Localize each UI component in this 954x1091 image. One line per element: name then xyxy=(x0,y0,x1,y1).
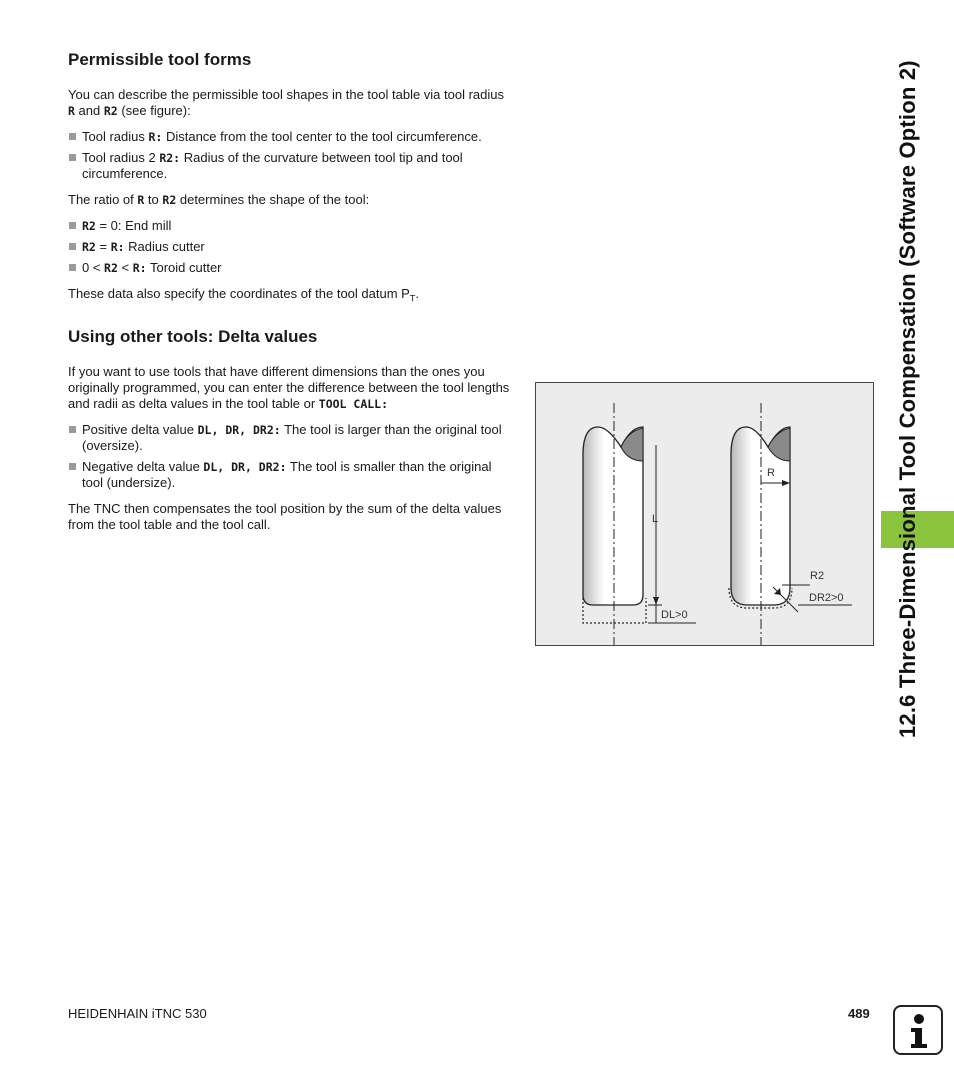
label-r2: R2 xyxy=(810,570,825,582)
label-dl: DL>0 xyxy=(661,609,688,621)
delta-closing: The TNC then compensates the tool position by the sum of the delta values from the tool table and the tool call. xyxy=(68,500,502,532)
tool-shape-list xyxy=(68,218,510,276)
section-title-delta-values: Using other tools: Delta values xyxy=(68,326,318,346)
list-item: Tool radius R: Distance from the tool center to the tool circumference. xyxy=(68,129,510,145)
label-r: R xyxy=(767,467,775,479)
list-item: R2 = 0: End mill xyxy=(68,218,510,234)
datum-text: These data also specify the coordinates of the tool datum $P_T$. xyxy=(68,286,419,304)
delta-values-figure xyxy=(535,382,874,646)
delta-intro: If you want to use tools that have different dimensions than the ones you originally programmed, you can enter the difference between the tool lengths and radii as delta values in the tool table or TOOL CALL: xyxy=(68,363,510,411)
tool-forms-intro: You can describe the permissible tool shapes in the tool table via tool radius R and R2 (see figure): xyxy=(68,87,505,118)
main-content xyxy=(68,50,510,543)
delta-list xyxy=(68,422,510,491)
footer-product: HEIDENHAIN iTNC 530 xyxy=(68,1006,207,1021)
section-title-tool-forms: Permissible tool forms xyxy=(68,50,252,69)
ratio-text: The ratio of R to R2 determines the shape of the tool: xyxy=(68,192,370,207)
label-dr2: DR2>0 xyxy=(809,592,844,604)
label-l: L xyxy=(652,513,659,525)
tool-diagram xyxy=(536,383,873,645)
page-number: 489 xyxy=(848,1006,870,1021)
info-icon xyxy=(893,1005,943,1055)
chapter-title: 12.6 Three-Dimensional Tool Compensation (Software Option 2) xyxy=(895,60,920,738)
list-item: R2 = R: Radius cutter xyxy=(68,239,510,255)
radius-cutter-tool xyxy=(729,403,852,645)
list-item: Positive delta value DL, DR, DR2: The tool is larger than the original tool (oversize). xyxy=(68,422,510,454)
tool-radius-list xyxy=(68,129,510,182)
list-item: Tool radius 2 R2: Radius of the curvature between tool tip and tool circumference. xyxy=(68,150,510,182)
list-item: Negative delta value DL, DR, DR2: The tool is smaller than the original tool (undersize). xyxy=(68,459,510,491)
list-item: 0 < R2 < R: Toroid cutter xyxy=(68,260,510,276)
